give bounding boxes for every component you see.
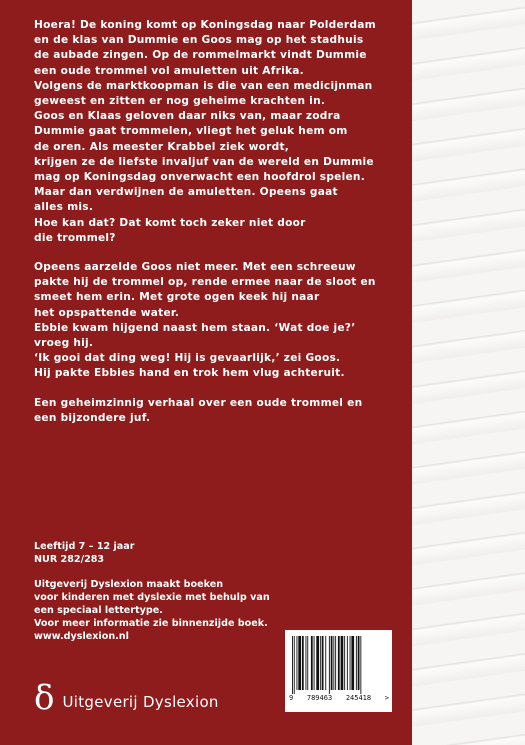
blurb-paragraph-tagline: Een geheimzinnig verhaal over een oude trommel en een bijzondere juf. — [34, 396, 363, 424]
publisher-info-line-3: een speciaal lettertype. — [34, 605, 163, 616]
barcode-group-1: 789463 — [306, 694, 333, 702]
isbn-barcode — [285, 630, 392, 712]
blurb-paragraph-summary: Hoera! De koning komt op Koningsdag naar Polderdam en de klas van Dummie en Goos mag op het stadhuis de aubade zingen. Op de rommelmarkt vindt Dummie een oude trommel vol amuletten uit Afrika. Volgens de marktkoopman is die van een medicijnman geweest en zitten er nog geheime krachten in. Goos en Klaas geloven daar niks van, maar zodra Dummie gaat trommelen, vliegt het geluk hem om de oren. Als meester Krabbel ziek wordt, krijgen ze de liefste invaljuf van de wereld en Dummie mag op Koningsdag onverwacht een hoofdrol spelen. Maar dan verdwijnen de amuletten. Opeens gaat alles mis. Hoe kan dat? Dat komt toch zeker niet door die trommel? — [34, 19, 376, 244]
nur-code: NUR 282/283 — [34, 554, 105, 565]
info-spacer — [34, 566, 284, 578]
barcode-bar — [320, 636, 321, 690]
barcode-bar — [335, 636, 336, 690]
publisher-info-line-1: Uitgeverij Dyslexion maakt boeken — [34, 579, 224, 590]
barcode-digits — [289, 694, 389, 702]
barcode-bar — [297, 636, 298, 690]
barcode-bar — [344, 636, 345, 690]
publisher-website: www.dyslexion.nl — [34, 631, 129, 642]
barcode-bar — [351, 636, 354, 690]
barcode-bar — [331, 636, 333, 690]
barcode-bar — [350, 636, 351, 690]
barcode-bar — [306, 636, 307, 690]
barcode-bar — [338, 636, 340, 690]
barcode-bar — [329, 636, 330, 694]
barcode-bar — [298, 636, 301, 690]
publisher-name: Uitgeverij Dyslexion — [62, 693, 219, 711]
background-stripes — [412, 0, 525, 745]
barcode-group-2: 245418 — [345, 694, 372, 702]
barcode-bar — [314, 636, 315, 690]
barcode-bar — [292, 636, 293, 694]
barcode-bar — [333, 636, 334, 690]
publisher-logo — [34, 678, 219, 722]
barcode-first-digit: 9 — [289, 694, 294, 702]
age-range: Leeftijd 7 – 12 jaar — [34, 541, 135, 552]
barcode-end-mark: > — [384, 694, 389, 702]
barcode-bar — [316, 636, 319, 690]
barcode-bar — [325, 636, 326, 690]
blurb-text — [34, 18, 406, 440]
barcode-bar — [311, 636, 313, 690]
barcode-bar — [294, 636, 295, 694]
publisher-info-line-2: voor kinderen met dyslexie met behulp van — [34, 592, 270, 603]
barcode-bar — [360, 636, 361, 694]
barcode-bar — [347, 636, 348, 690]
blurb-paragraph-excerpt: Opeens aarzelde Goos niet meer. Met een schreeuw pakte hij de trommel op, rende ermee naar de sloot en smeet hem erin. Met grote ogen keek hij naar het opspattende water. Ebbie kwam hijgend naast hem staan. ‘Wat doe je?’ vroeg hij. ‘Ik gooi dat ding weg! Hij is gevaarlijk,’ zei Goos. Hij pakte Ebbies hand en trok hem vlug achteruit. — [34, 261, 376, 380]
barcode-bar — [358, 636, 360, 690]
publisher-info-line-4: Voor meer informatie zie binnenzijde boek. — [34, 618, 268, 629]
book-info — [34, 540, 284, 643]
barcode-bar — [356, 636, 357, 690]
barcode-bar — [341, 636, 344, 690]
barcode-bar — [307, 636, 308, 690]
barcode-bar — [302, 636, 304, 690]
delta-logo-icon: δ — [34, 678, 55, 718]
barcode-bar — [322, 636, 324, 690]
barcode-bars — [292, 636, 386, 694]
